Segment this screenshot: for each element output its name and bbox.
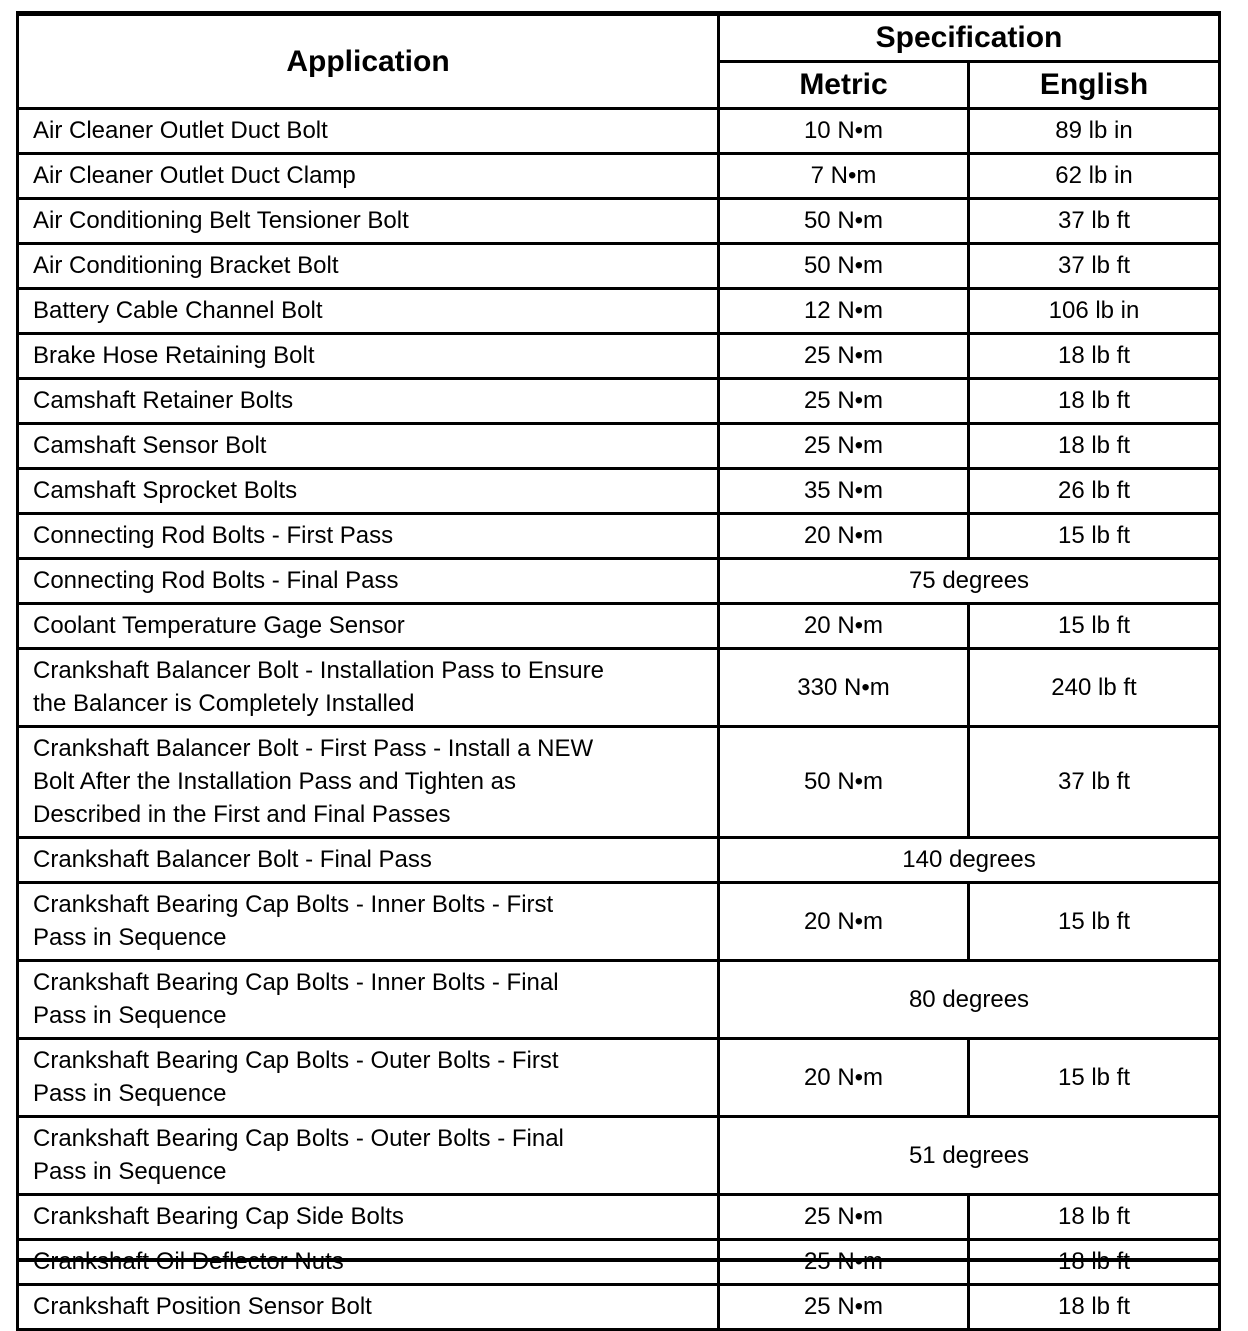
table-row [18, 559, 1220, 604]
header-application: Application [18, 14, 719, 109]
application-cell: Camshaft Sensor Bolt [18, 424, 719, 469]
torque-spec-table [16, 11, 1221, 1331]
english-cell: 37 lb ft [969, 244, 1220, 289]
application-cell: Air Conditioning Bracket Bolt [18, 244, 719, 289]
application-cell: Connecting Rod Bolts - First Pass [18, 514, 719, 559]
torque-spec-table-container [16, 11, 1218, 1320]
english-cell: 37 lb ft [969, 199, 1220, 244]
specification-cell: 75 degrees [719, 559, 1220, 604]
table-row [18, 514, 1220, 559]
application-cell: Connecting Rod Bolts - Final Pass [18, 559, 719, 604]
metric-cell: 25 N•m [719, 1195, 969, 1240]
metric-cell: 7 N•m [719, 154, 969, 199]
table-row [18, 1195, 1220, 1240]
metric-cell: 330 N•m [719, 649, 969, 727]
application-cell: Camshaft Retainer Bolts [18, 379, 719, 424]
metric-cell: 20 N•m [719, 514, 969, 559]
english-cell: 18 lb ft [969, 1285, 1220, 1330]
metric-cell: 20 N•m [719, 604, 969, 649]
application-cell: Brake Hose Retaining Bolt [18, 334, 719, 379]
metric-cell: 25 N•m [719, 424, 969, 469]
header-english: English [969, 62, 1220, 109]
english-cell: 26 lb ft [969, 469, 1220, 514]
english-cell: 15 lb ft [969, 604, 1220, 649]
table-row [18, 883, 1220, 961]
table-row [18, 289, 1220, 334]
metric-cell: 25 N•m [719, 334, 969, 379]
metric-cell: 20 N•m [719, 883, 969, 961]
table-row [18, 649, 1220, 727]
table-row [18, 1240, 1220, 1285]
table-row [18, 961, 1220, 1039]
table-row [18, 727, 1220, 838]
application-cell: Crankshaft Bearing Cap Bolts - Outer Bolts - First Pass in Sequence [18, 1039, 719, 1117]
table-row [18, 244, 1220, 289]
table-row [18, 1117, 1220, 1195]
application-cell: Crankshaft Bearing Cap Bolts - Inner Bolts - Final Pass in Sequence [18, 961, 719, 1039]
table-row [18, 379, 1220, 424]
english-cell: 18 lb ft [969, 1195, 1220, 1240]
table-row [18, 469, 1220, 514]
application-cell: Air Cleaner Outlet Duct Bolt [18, 109, 719, 154]
application-cell: Air Conditioning Belt Tensioner Bolt [18, 199, 719, 244]
english-cell: 37 lb ft [969, 727, 1220, 838]
application-cell: Crankshaft Balancer Bolt - First Pass - Install a NEW Bolt After the Installation Pass and Tighten as Described in the First and Final Passes [18, 727, 719, 838]
english-cell: 106 lb in [969, 289, 1220, 334]
application-cell: Crankshaft Balancer Bolt - Installation Pass to Ensure the Balancer is Completely Installed [18, 649, 719, 727]
english-cell: 15 lb ft [969, 1039, 1220, 1117]
metric-cell: 50 N•m [719, 727, 969, 838]
application-cell: Crankshaft Bearing Cap Bolts - Inner Bolts - First Pass in Sequence [18, 883, 719, 961]
specification-cell: 140 degrees [719, 838, 1220, 883]
table-row [18, 154, 1220, 199]
metric-cell: 35 N•m [719, 469, 969, 514]
table-row [18, 199, 1220, 244]
english-cell: 15 lb ft [969, 883, 1220, 961]
application-cell: Crankshaft Bearing Cap Bolts - Outer Bolts - Final Pass in Sequence [18, 1117, 719, 1195]
english-cell: 15 lb ft [969, 514, 1220, 559]
english-cell: 18 lb ft [969, 424, 1220, 469]
header-metric: Metric [719, 62, 969, 109]
metric-cell: 50 N•m [719, 199, 969, 244]
english-cell: 18 lb ft [969, 379, 1220, 424]
table-row [18, 604, 1220, 649]
english-cell: 18 lb ft [969, 334, 1220, 379]
application-cell: Crankshaft Bearing Cap Side Bolts [18, 1195, 719, 1240]
english-cell: 240 lb ft [969, 649, 1220, 727]
application-cell: Battery Cable Channel Bolt [18, 289, 719, 334]
header-row [18, 14, 1220, 62]
english-cell: 18 lb ft [969, 1240, 1220, 1285]
application-cell: Crankshaft Oil Deflector Nuts [18, 1240, 719, 1285]
table-row [18, 1039, 1220, 1117]
metric-cell: 12 N•m [719, 289, 969, 334]
specification-cell: 80 degrees [719, 961, 1220, 1039]
table-row [18, 109, 1220, 154]
table-row [18, 1285, 1220, 1330]
english-cell: 89 lb in [969, 109, 1220, 154]
table-row [18, 838, 1220, 883]
table-row [18, 424, 1220, 469]
application-cell: Camshaft Sprocket Bolts [18, 469, 719, 514]
table-body [18, 109, 1220, 1330]
application-cell: Crankshaft Position Sensor Bolt [18, 1285, 719, 1330]
english-cell: 62 lb in [969, 154, 1220, 199]
specification-cell: 51 degrees [719, 1117, 1220, 1195]
metric-cell: 25 N•m [719, 1240, 969, 1285]
metric-cell: 25 N•m [719, 1285, 969, 1330]
application-cell: Air Cleaner Outlet Duct Clamp [18, 154, 719, 199]
application-cell: Coolant Temperature Gage Sensor [18, 604, 719, 649]
table-row [18, 334, 1220, 379]
header-specification: Specification [719, 14, 1220, 62]
application-cell: Crankshaft Balancer Bolt - Final Pass [18, 838, 719, 883]
metric-cell: 50 N•m [719, 244, 969, 289]
metric-cell: 25 N•m [719, 379, 969, 424]
metric-cell: 10 N•m [719, 109, 969, 154]
metric-cell: 20 N•m [719, 1039, 969, 1117]
